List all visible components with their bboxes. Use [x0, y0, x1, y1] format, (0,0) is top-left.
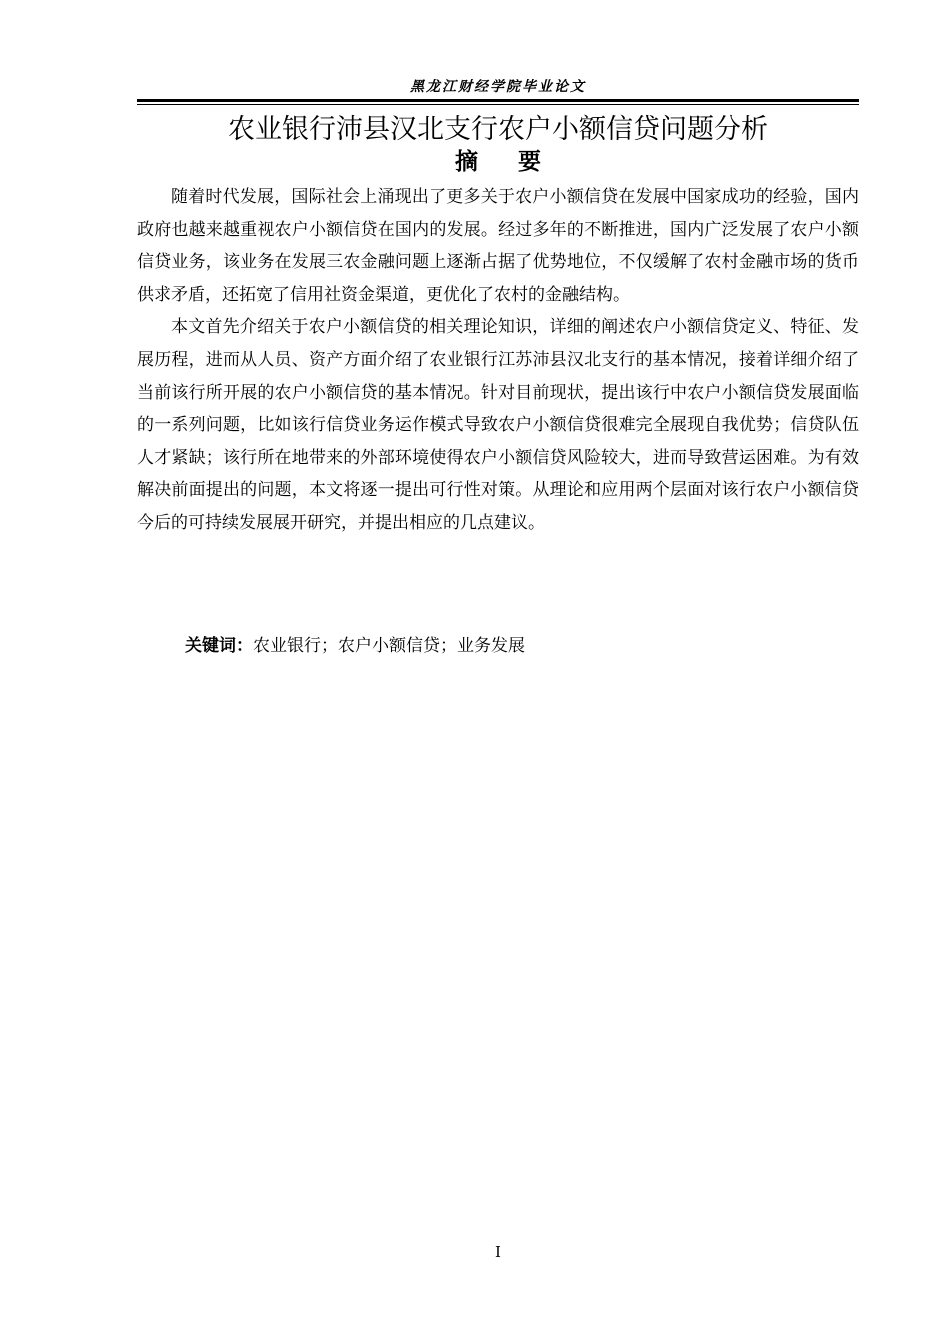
keywords-label: 关键词： [185, 636, 253, 656]
abstract-heading: 摘要 [455, 149, 581, 175]
page-number: I [495, 1243, 501, 1261]
keywords [185, 632, 859, 660]
running-header: 黑龙江财经学院毕业论文 [410, 79, 586, 95]
header-rule-thin [137, 104, 859, 105]
paper-title: 农业银行沛县汉北支行农户小额信贷问题分析 [228, 114, 768, 145]
keywords-value: 农业银行；农户小额信贷；业务发展 [253, 636, 525, 656]
abstract-paragraph-1: 随着时代发展，国际社会上涌现出了更多关于农户小额信贷在发展中国家成功的经验，国内政府也越来越重视农户小额信贷在国内的发展。经过多年的不断推进，国内广泛发展了农户小额信贷业务，该业务在发展三农金融问题上逐渐占据了优势地位，不仅缓解了农村金融市场的货币供求矛盾，还拓宽了信用社资金渠道，更优化了农村的金融结构。 [137, 187, 859, 305]
header-rule-thick [137, 99, 859, 102]
abstract-body [137, 181, 859, 540]
abstract-paragraph-2: 本文首先介绍关于农户小额信贷的相关理论知识，详细的阐述农户小额信贷定义、特征、发展历程，进而从人员、资产方面介绍了农业银行江苏沛县汉北支行的基本情况，接着详细介绍了当前该行所开展的农户小额信贷的基本情况。针对目前现状，提出该行中农户小额信贷发展面临的一系列问题，比如该行信贷业务运作模式导致农户小额信贷很难完全展现自我优势；信贷队伍人才紧缺；该行所在地带来的外部环境使得农户小额信贷风险较大，进而导致营运困难。为有效解决前面提出的问题，本文将逐一提出可行性对策。从理论和应用两个层面对该行农户小额信贷今后的可持续发展展开研究，并提出相应的几点建议。 [137, 317, 859, 533]
